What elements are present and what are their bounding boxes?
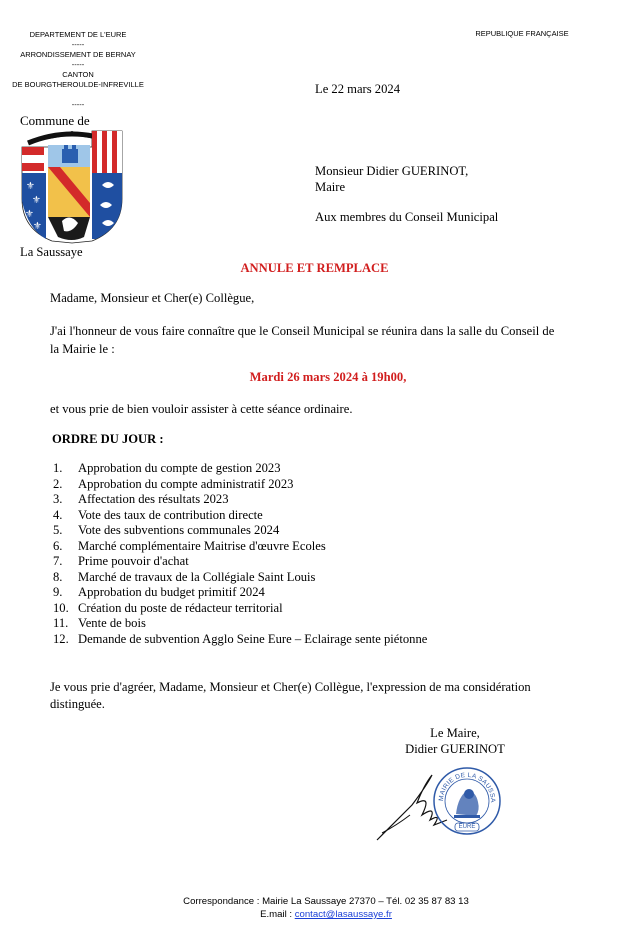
list-item: 5. Vote des subventions communales 2024 [53, 523, 280, 537]
recipient-addressees: Aux membres du Conseil Municipal [315, 210, 499, 224]
list-item: 8. Marché de travaux de la Collégiale Saint Louis [53, 569, 316, 584]
recipient-title: Maire [315, 179, 346, 194]
closing-line-2: distinguée. [50, 697, 105, 711]
agenda-title: ORDRE DU JOUR : [52, 432, 164, 446]
closing-paragraph [50, 679, 531, 713]
signature-title: Le Maire, [430, 726, 480, 740]
department-line: DEPARTEMENT DE L'EURE [29, 30, 127, 39]
logo-bottom-text: La Saussaye [20, 245, 83, 259]
letter-date: Le 22 mars 2024 [315, 82, 400, 96]
svg-text:MAIRIE DE LA SAUSSAYE: MAIRIE DE LA SAUSSA [437, 771, 497, 803]
coat-of-arms-icon [18, 129, 126, 244]
notice-heading: ANNULE ET REMPLACE [240, 261, 389, 275]
list-item: 9. Approbation du budget primitif 2024 [53, 585, 265, 599]
header-admin-block [8, 30, 148, 110]
svg-text:⚜: ⚜ [33, 221, 42, 232]
list-item: 7. Prime pouvoir d'achat [53, 554, 189, 568]
svg-text:⚜: ⚜ [26, 181, 35, 192]
footer-email-line [0, 908, 629, 921]
separator: ----- [71, 60, 85, 69]
list-item: 2. Approbation du compte administratif 2023 [53, 476, 294, 491]
list-item: 6. Marché complémentaire Maitrise d'œuvre Ecoles [53, 538, 326, 553]
separator: ----- [71, 100, 85, 109]
list-item: 11. Vente de bois [53, 616, 146, 630]
email-label: E.mail : [260, 909, 295, 920]
logo-top-text: Commune de [20, 113, 90, 128]
recipient-block [315, 164, 498, 226]
closing-line-1: Je vous prie d'agréer, Madame, Monsieur et Cher(e) Collègue, l'expression de ma considération [50, 680, 531, 694]
republic-header: REPUBLIQUE FRANÇAISE [475, 29, 569, 38]
list-item: 3. Affectation des résultats 2023 [53, 492, 229, 506]
intro-line-1: J'ai l'honneur de vous faire connaître que le Conseil Municipal se réunira dans la salle du Conseil de [50, 324, 555, 338]
meeting-date: Mardi 26 mars 2024 à 19h00, [249, 370, 407, 384]
list-item: 4. Vote des taux de contribution directe [53, 507, 263, 522]
footer [0, 895, 629, 921]
signature-block [380, 725, 530, 757]
agenda-list [53, 461, 593, 647]
list-item: 10. Création du poste de rédacteur territorial [53, 600, 283, 615]
salutation: Madame, Monsieur et Cher(e) Collègue, [50, 291, 255, 305]
official-stamp [432, 766, 502, 836]
svg-text:⚜: ⚜ [25, 209, 34, 220]
signature-name: Didier GUERINOT [405, 742, 505, 756]
intro-paragraph [50, 322, 554, 358]
commune-logo [18, 113, 128, 263]
canton-line: CANTON [62, 70, 94, 79]
list-item: 12. Demande de subvention Agglo Seine Eure – Eclairage sente piétonne [53, 631, 428, 646]
footer-contact: Correspondance : Mairie La Saussaye 27370 – Tél. 02 35 87 83 13 [183, 896, 469, 907]
svg-text:⚜: ⚜ [32, 195, 41, 206]
arrondissement-line: ARRONDISSEMENT DE BERNAY [20, 50, 136, 59]
stamp-bottom-text: EURE [458, 824, 476, 830]
canton-name-line: DE BOURGTHEROULDE-INFREVILLE [12, 80, 144, 89]
recipient-name: Monsieur Didier GUERINOT, [315, 164, 469, 178]
intro-line-2: la Mairie le : [50, 342, 115, 356]
email-link[interactable]: contact@lasaussaye.fr [294, 909, 392, 920]
separator: ----- [71, 40, 85, 49]
list-item: 1. Approbation du compte de gestion 2023 [53, 461, 281, 475]
attend-line: et vous prie de bien vouloir assister à cette séance ordinaire. [50, 402, 353, 416]
